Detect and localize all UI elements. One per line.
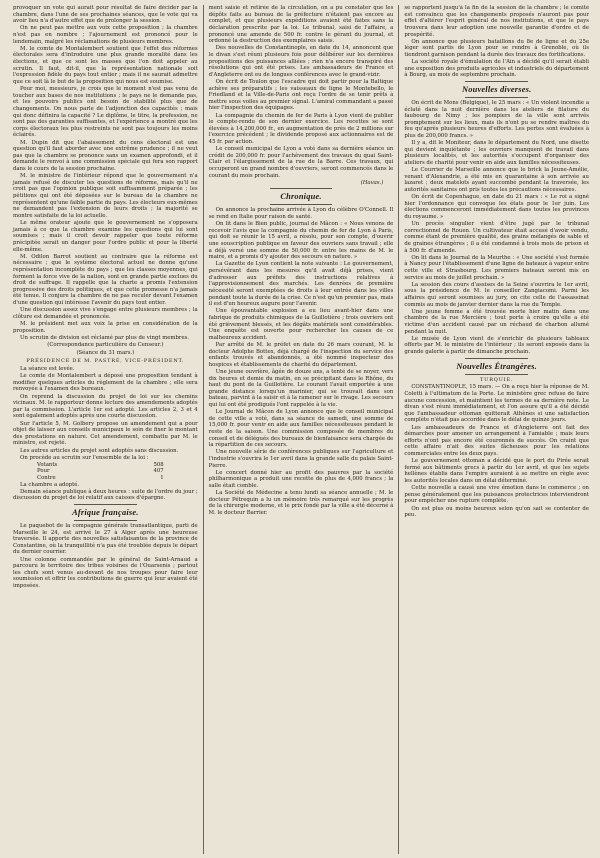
paragraph: Le conseil municipal de Lyon a voté dans sa dernière séance un crédit de 200,000 fr. pour l'achèvement des travaux du quai Saint-Clair et l'élargissement de la rue de la Barre. Ces travaux, qui occuperont un grand nombre d'ouvriers, seront commencés dans le courant du mois prochain. — [208, 146, 394, 179]
paragraph: Une colonne commandée par le général de Saint-Arnaud a parcouru le territoire des tribus voisines de l'Ouarsenis ; partout les chefs sont venus au-devant de nos troupes pour faire leur soumission et offrir les contributions de guerre qui leur avaient été imposées. — [13, 556, 198, 590]
paragraph: Le concert donné hier au profit des pauvres par la société philharmonique a produit une recette de plus de 4,000 francs ; la salle était comble. — [208, 469, 394, 489]
paragraph: Une nouvelle série de conférences publiques sur l'agriculture et l'industrie s'ouvrira le 1er avril dans la grande salle du palais Saint-Pierre. — [208, 449, 394, 469]
paragraph: Un scrutin de division est réclamé par plus de vingt membres. — [20, 334, 190, 341]
paragraph: La société royale d'émulation de l'Ain a décidé qu'il serait établi une exposition des produits agricoles et industriels du département à Bourg, au mois de septembre prochain. — [404, 59, 590, 79]
paragraph: Demain séance publique à deux heures : suite de l'ordre du jour ; discussion du projet de loi relatif aux caisses d'épargne. — [13, 488, 198, 502]
paragraph: On ne peut pas mettre aux voix cette proposition ; la chambre n'est pas en nombre ; l'ajournement est prononcé pour le lendemain, malgré les réclamations de plusieurs membres. — [13, 25, 198, 45]
paragraph: M. le président met aux voix la prise en considération de la proposition. — [13, 320, 198, 334]
section-title-nouvelles-diverses: Nouvelles diverses. — [461, 84, 532, 94]
section-title-afrique: Afrique française. — [72, 507, 139, 517]
paragraph: M. le ministre de l'intérieur répond que le gouvernement n'a jamais refusé de discuter les questions de réforme, mais qu'il ne croit pas que l'opinion publique soit suffisamment préparée ; les pétitions qui ont été déposées sur le bureau de la chambre ne représentent qu'une faible partie du pays. Les électeurs eux-mêmes ne demandent pas l'extension de leurs droits ; la majorité se montre satisfaite de la loi actuelle. — [13, 173, 198, 219]
section-title-nouvelles-etrangeres: Nouvelles Étrangères. — [456, 361, 537, 371]
paragraph: Par arrêté de M. le préfet en date du 26 mars courant, M. le docteur Adolphe Bottex, déjà chargé de l'inspection du service des enfants trouvés et abandonnés, a été nommé inspecteur des hospices et établissements de charité du département. — [208, 341, 394, 368]
paragraph: On procède au scrutin sur l'ensemble de la loi : — [20, 454, 149, 461]
section-divider — [465, 97, 528, 98]
paragraph: La chambre a adopté. — [20, 481, 80, 488]
paragraph: M. le comte de Montalembert soutient que l'effet des réformes électorales sera d'introduire une plus grande moralité dans les élections, et que ce sont les masses que l'on doit appeler au scrutin. Il faut, dit-il, que la représentation nationale soit l'expression fidèle du pays tout entier ; mais il ne saurait admettre que ce soit là le but de la proposition qui nous est soumise. — [13, 45, 198, 85]
vote-votants — [13, 462, 198, 469]
paragraph: On écrit de Toulon que l'escadre qui doit partir pour la Baltique achève ses préparatifs ; les vaisseaux de ligne le Montebello, le Friedland et la Ville-de-Paris ont reçu l'ordre de se tenir prêts à mettre sous voiles au premier signal. L'amiral commandant a passé hier l'inspection des équipages. — [208, 78, 394, 112]
section-divider — [270, 204, 333, 205]
paragraph: La session des cours d'assises de la Seine s'ouvrira le 1er avril, sous la présidence de M. le conseiller Zangiacomi. Parmi les affaires qui seront soumises au jury, on cite celle de l'assassinat commis au mois de janvier dernier dans la rue du Temple. — [404, 281, 590, 308]
paragraph: Des nouvelles de Constantinople, en date du 14, annoncent que le divan s'est réuni plusieurs fois pour délibérer sur les dernières propositions des puissances alliées ; rien n'a encore transpiré des résolutions qui ont été prises. Les ambassadeurs de France et d'Angleterre ont eu de longues conférences avec le grand-vizir. — [208, 45, 394, 78]
paragraph: Le Journal de Mâcon de Lyon annonce que le conseil municipal de cette ville a voté, dans sa séance de samedi, une somme de 15,000 fr. pour venir en aide aux familles nécessiteuses pendant le reste de la saison. Une commission composée de membres du conseil et de délégués des bureaux de bienfaisance sera chargée de la répartition de ces secours. — [208, 409, 394, 449]
paragraph: Une discussion assez vive s'engage entre plusieurs membres ; la clôture est demandée et prononcée. — [13, 307, 198, 320]
paragraph: On écrit de Mons (Belgique), le 25 mars : « Un violent incendie a éclaté dans la nuit dernière dans les ateliers de filature du faubourg de Nimy ; les pompiers de la ville sont arrivés promptement sur les lieux, mais ils n'ont pu se rendre maîtres du feu qu'après plusieurs heures d'efforts. Les pertes sont évaluées à plus de 200,000 francs. » — [404, 99, 590, 139]
column-2 — [203, 5, 399, 854]
paragraph: Les autres articles du projet sont adoptés sans discussion. — [20, 447, 179, 454]
paragraph: Les ambassadeurs de France et d'Angleterre ont fait des démarches pour amener un arrangement à l'amiable ; mais leurs efforts n'ont pas encore été couronnés de succès. On craint que cette affaire n'ait des suites fâcheuses pour les relations commerciales entre les deux pays. — [404, 424, 590, 457]
paragraph: La séance est levée. — [20, 366, 75, 373]
vote-count: 508 — [153, 461, 164, 468]
signature: (Havas.) — [360, 179, 384, 186]
paragraph: Le Courrier de Marseille annonce que le brick la Jeune-Amélie, venant d'Alexandrie, a été mis en quarantaine à son arrivée au lazaret ; deux matelots ayant succombé pendant la traversée, les autorités sanitaires ont pris toutes les précautions nécessaires. — [404, 167, 590, 193]
paragraph: Le comte de Montalembert a déposé une proposition tendant à modifier quelques articles du règlement de la chambre ; elle sera renvoyée à l'examen des bureaux. — [13, 373, 198, 393]
paragraph: On annonce la prochaine arrivée à Lyon du célèbre O'Connell. Il se rend en Italie pour raison de santé. — [208, 207, 394, 220]
section-divider — [270, 188, 333, 189]
paragraph: Un procès singulier vient d'être jugé par le tribunal correctionnel de Rouen. Un cultivateur était accusé d'avoir vendu, comme étant de première qualité, des grains mélangés de sable et de graines étrangères ; il a été condamné à trois mois de prison et à 500 fr. d'amende. — [404, 221, 590, 254]
section-divider — [465, 374, 528, 375]
section-divider — [465, 81, 528, 82]
paragraph: On lit dans le Journal de la Meurthe : « Une société s'est formée à Nancy pour l'établissement d'une ligne de bateaux à vapeur entre cette ville et Strasbourg. Les premiers bateaux seront mis en service au mois de juillet prochain. » — [404, 254, 590, 281]
paragraph: Le gouvernement ottoman a décidé que le port du Pirée serait fermé aux bâtiments grecs à partir du 1er avril, et que les sujets hellènes établis dans l'empire auraient à se mettre en règle avec les autorités locales dans un délai déterminé. — [404, 458, 590, 484]
vote-label: Contre — [37, 475, 56, 481]
section-divider — [465, 358, 528, 359]
paragraph: CONSTANTINOPLE, 15 mars. — On a reçu hier la réponse de M. Coletti à l'ultimatum de la Porte. Le ministère grec refuse de faire aucune concession, et maintient les termes de sa dernière note. Le divan s'est réuni immédiatement, et l'on assure qu'il a été décidé que l'ambassadeur ottoman quitterait Athènes si une satisfaction complète n'était pas accordée dans le délai de quinze jours. — [404, 384, 590, 424]
correspondence-note: (Correspondance particulière du Censeur.) — [47, 342, 164, 349]
paragraph: M. Odilon Barrot soutient au contraire que la réforme est nécessaire ; que le système électoral actuel ne donne qu'une représentation incomplète du pays ; que les classes moyennes, qui forment la force vive de la nation, sont en grande partie exclues du droit de suffrage. Il rappelle que la charte a promis l'extension progressive des droits politiques, et que cette promesse n'a jamais été tenue. Il conjure la chambre de ne pas reculer devant l'examen d'une question qui intéresse l'avenir du pays tout entier. — [13, 253, 198, 306]
column-3 — [398, 5, 594, 854]
paragraph: Le même orateur ajoute que le gouvernement ne s'opposera jamais à ce que la chambre examine les questions qui lui sont soumises ; mais il croit devoir rappeler que toute réforme précipitée serait un danger pour l'ordre public et pour la liberté elle-même. — [13, 220, 198, 253]
column-1 — [8, 5, 203, 854]
paragraph: Une jeune femme a été trouvée morte hier matin dans une chambre de la rue Mercière ; tout porte à croire qu'elle a été victime d'un accident causé par un réchaud de charbon allumé pendant la nuit. — [404, 308, 590, 335]
paragraph: On reprend la discussion du projet de loi sur les chemins vicinaux. M. le rapporteur donne lecture des amendements adoptés par la commission. L'article 1er est adopté. Les articles 2, 3 et 4 sont également adoptés après une courte discussion. — [13, 393, 198, 420]
presidency-line: PRÉSIDENCE DE M. PASTRÉ, VICE-PRÉSIDENT. — [26, 358, 185, 365]
vote-count: 407 — [153, 468, 164, 475]
paragraph: Sur l'article 5, M. Golbery propose un amendement qui a pour objet de laisser aux conseils municipaux le soin de fixer le montant des prestations en nature. Cet amendement, combattu par M. le ministre, est rejeté. — [13, 420, 198, 447]
paragraph: provoquer un vote qui aurait pour résultat de faire décider par la chambre, dans l'une de ses prochaines séances, que le vote qui va avoir lieu n'a d'autre effet que de prolonger la session. — [13, 5, 198, 25]
paragraph: La compagnie du chemin de fer de Paris à Lyon vient de publier le compte-rendu de son dernier exercice. Les recettes se sont élevées à 14,200,000 fr., en augmentation de près de 2 millions sur l'exercice précédent ; le dividende proposé aux actionnaires est de 45 fr. par action. — [208, 112, 394, 145]
paragraph: Il y a, dit le Moniteur, dans le département du Nord, une disette qui devient inquiétante ; les ouvriers manquent de travail dans plusieurs localités, et les autorités s'occupent d'organiser des ateliers de charité pour venir en aide aux familles nécessiteuses. — [404, 140, 590, 166]
section-title-chronique: Chronique. — [280, 192, 322, 202]
paragraph: On annonce que plusieurs bataillons du 8e de ligne et du 25e léger sont partis de Lyon pour se rendre à Grenoble, où ils tiendront garnison pendant la durée des travaux des fortifications. — [404, 38, 590, 58]
paragraph: On écrit de Copenhague, en date du 21 mars : « Le roi a signé hier l'ordonnance qui convoque les états pour le 1er juin. Les élections commenceront immédiatement dans toutes les provinces du royaume. » — [404, 194, 590, 220]
paragraph: On lit dans le Bien public, journal de Mâcon : « Nous venons de recevoir l'avis que la compagnie du chemin de fer de Lyon à Paris, qui doit se réunir le 15 avril, a résolu, pour son compte, d'ouvrir une souscription publique en faveur des ouvriers sans travail ; elle a déjà versé une somme de 50,000 fr. entre les mains de M. le maire, et a promis d'y ajouter des secours en nature. » — [208, 221, 394, 261]
country-heading: TURQUIE. — [480, 376, 514, 383]
vote-pour — [13, 468, 198, 475]
section-divider — [74, 520, 137, 521]
paragraph: Le musée de Lyon vient de s'enrichir de plusieurs tableaux offerts par M. le ministre de l'intérieur ; ils seront exposés dans la grande galerie à partir de dimanche prochain. — [404, 335, 590, 355]
paragraph: La Gazette de Lyon contient la note suivante : Le gouvernement, persévérant dans les mesures qu'il avait déjà prises, vient d'adresser aux préfets des instructions relatives à l'approvisionnement des marchés. Les denrées de première nécessité seront exemptées de droits à leur entrée dans les villes pendant toute la durée de la crise. Ce n'est qu'un premier pas, mais il est d'un heureux augure pour l'avenir. — [208, 261, 394, 308]
vote-label: Votants — [37, 461, 58, 468]
vote-contre — [13, 475, 198, 482]
paragraph: ment saisie et retirée de la circulation, on a pu constater que les dépôts faits au bureau de la préfecture n'étaient pas encore au complet, et que plusieurs expéditions avaient été faites sans la déclaration prescrite par la loi. Le tribunal, saisi de l'affaire, a prononcé une amende de 500 fr. contre le gérant du journal, et ordonné la destruction des exemplaires saisis. — [208, 5, 394, 45]
paragraph: Une jeune ouvrière, âgée de douze ans, a tenté de se noyer, vers dix heures et demie du matin, en se précipitant dans le Rhône, du haut du pont de la Guillotière. Le courant l'avait emportée à une grande distance lorsqu'un marinier, qui se trouvait dans son bateau, parvint à la saisir et à la ramener sur le rivage. Les secours qui lui ont été prodigués l'ont rappelée à la vie. — [208, 368, 394, 408]
vote-label: Pour — [37, 468, 50, 475]
paragraph: Cette nouvelle a causé une vive émotion dans le commerce ; on pense généralement que les puissances protectrices interviendront pour empêcher une rupture complète. — [404, 485, 590, 505]
paragraph: On est plus ou moins heureux selon qu'on sait se contenter de peu. — [404, 505, 590, 519]
session-date: (Séance du 31 mars.) — [76, 349, 135, 356]
paragraph: Le paquebot de la compagnie générale transatlantique, parti de Marseille le 24, est arrivé le 27 à Alger après une heureuse traversée. Il apporte des nouvelles satisfaisantes de la province de Constantine, où la tranquillité n'a pas été troublée depuis le départ du dernier courrier. — [13, 522, 198, 556]
paragraph: M. Dupin dit que l'abaissement du cens électoral est une question qu'il faut aborder avec une extrême prudence ; il ne veut pas que la chambre se prononce sans un examen approfondi, et il demande le renvoi à une commission spéciale qui fera son rapport dans le cours de la session prochaine. — [13, 139, 198, 172]
vote-count: 1 — [160, 475, 164, 481]
paragraph: Pour moi, messieurs, je crois que le moment n'est pas venu de toucher aux bases de nos institutions ; le pays ne le demande pas, et les pouvoirs publics ont besoin de stabilité plus que de changements. On nous parle de l'adjonction des capacités ; mais qui donc définira la capacité ? Le diplôme, le titre, la profession, ne sont pas des garanties suffisantes, et l'expérience a montré que les corps électoraux les plus restreints ne sont pas toujours les moins éclairés. — [13, 86, 198, 139]
paragraph: La Société de Médecine a tenu lundi sa séance annuelle ; M. le docteur Pétrequin a lu un mémoire très remarqué sur les progrès de la chirurgie moderne, et le prix fondé par la ville a été décerné à M. le docteur Barrier. — [208, 490, 394, 516]
section-divider — [74, 504, 137, 505]
paragraph: se rapportent jusqu'à la fin de la session de la chambre ; le comité est convaincu que les changements proposés n'auront pas pour effet d'altérer l'esprit général de nos institutions, et que le pays trouvera dans leur adoption une nouvelle garantie d'ordre et de prospérité. — [404, 5, 590, 38]
paragraph: Une épouvantable explosion a eu lieu avant-hier dans une fabrique de produits chimiques de la Guillotière ; trois ouvriers ont été grièvement blessés, et les dégâts matériels sont considérables. Une enquête est ouverte pour rechercher les causes de ce malheureux accident. — [208, 308, 394, 341]
